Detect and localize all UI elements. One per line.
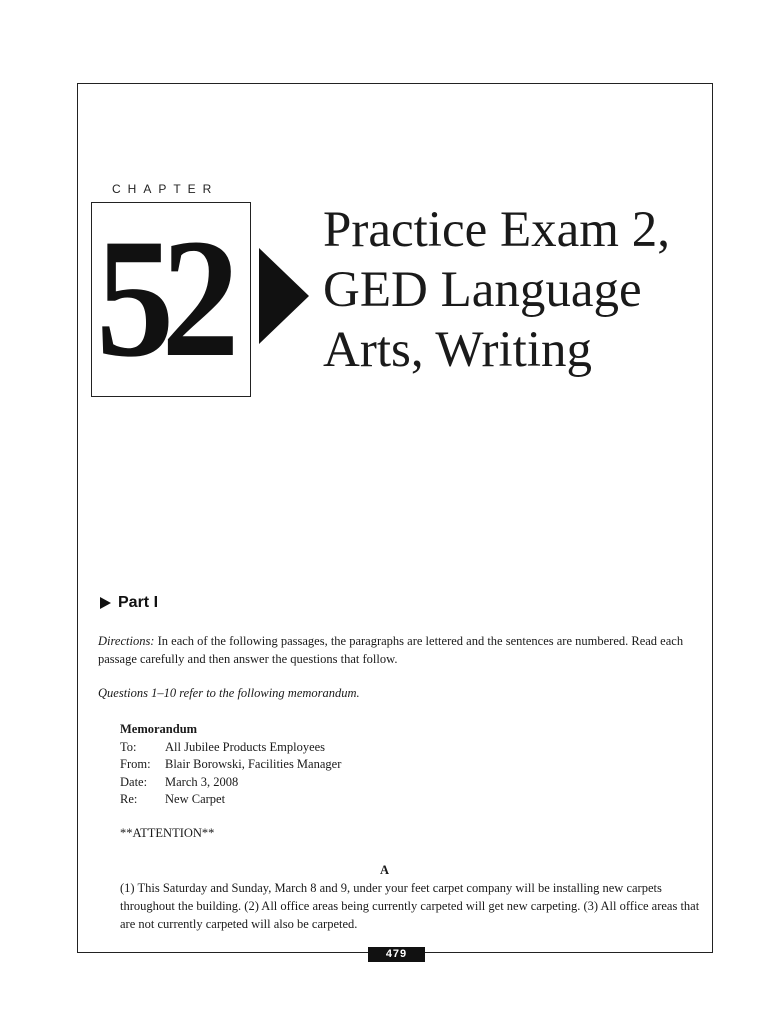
chapter-title — [323, 200, 703, 380]
page-number: 479 — [368, 947, 425, 962]
memo-header — [120, 721, 341, 809]
memo-row — [120, 739, 341, 757]
memo-title: Memorandum — [120, 722, 198, 736]
paragraph-letter: A — [380, 863, 390, 877]
questions-reference: Questions 1–10 refer to the following memorandum. — [98, 686, 360, 700]
memo-value: All Jubilee Products Employees — [165, 739, 326, 754]
memo-value: New Carpet — [165, 792, 226, 806]
attention-notice: **ATTENTION** — [120, 826, 215, 840]
memo-value: March 3, 2008 — [165, 774, 239, 789]
passage-paragraph: (1) This Saturday and Sunday, March 8 and 9, under your feet carpet company will be installing new carpets throughout the building. (2) All office areas being currently carpeted will get new carpeting. (3) All office areas that are not currently carpeted will also be carpeted. — [120, 881, 700, 931]
chapter-label: CHAPTER — [112, 182, 219, 196]
part-heading-text: Part I — [118, 594, 159, 611]
memo-row — [120, 774, 341, 792]
memo-value: Blair Borowski, Facilities Manager — [165, 757, 342, 771]
memo-key: To: — [120, 739, 137, 754]
memo-key: Date: — [120, 774, 148, 789]
chapter-arrow-icon — [259, 248, 309, 344]
chapter-title-line: Arts, Writing — [323, 322, 592, 378]
chapter-number-box — [91, 202, 251, 397]
memo-key: Re: — [120, 792, 138, 806]
directions-label: Directions: — [98, 634, 155, 648]
memo-key: From: — [120, 757, 151, 771]
triangle-bullet-icon — [100, 597, 111, 609]
memo-row — [120, 756, 341, 774]
chapter-title-line: GED Language — [323, 262, 642, 318]
part-heading — [100, 594, 158, 612]
chapter-number: 52 — [96, 204, 227, 392]
memo-row — [120, 791, 341, 809]
directions-text: In each of the following passages, the paragraphs are lettered and the sentences are numbered. Read each passage carefully and then answer the questions that follow. — [98, 634, 684, 666]
chapter-title-line: Practice Exam 2, — [323, 202, 670, 258]
directions — [98, 632, 698, 668]
